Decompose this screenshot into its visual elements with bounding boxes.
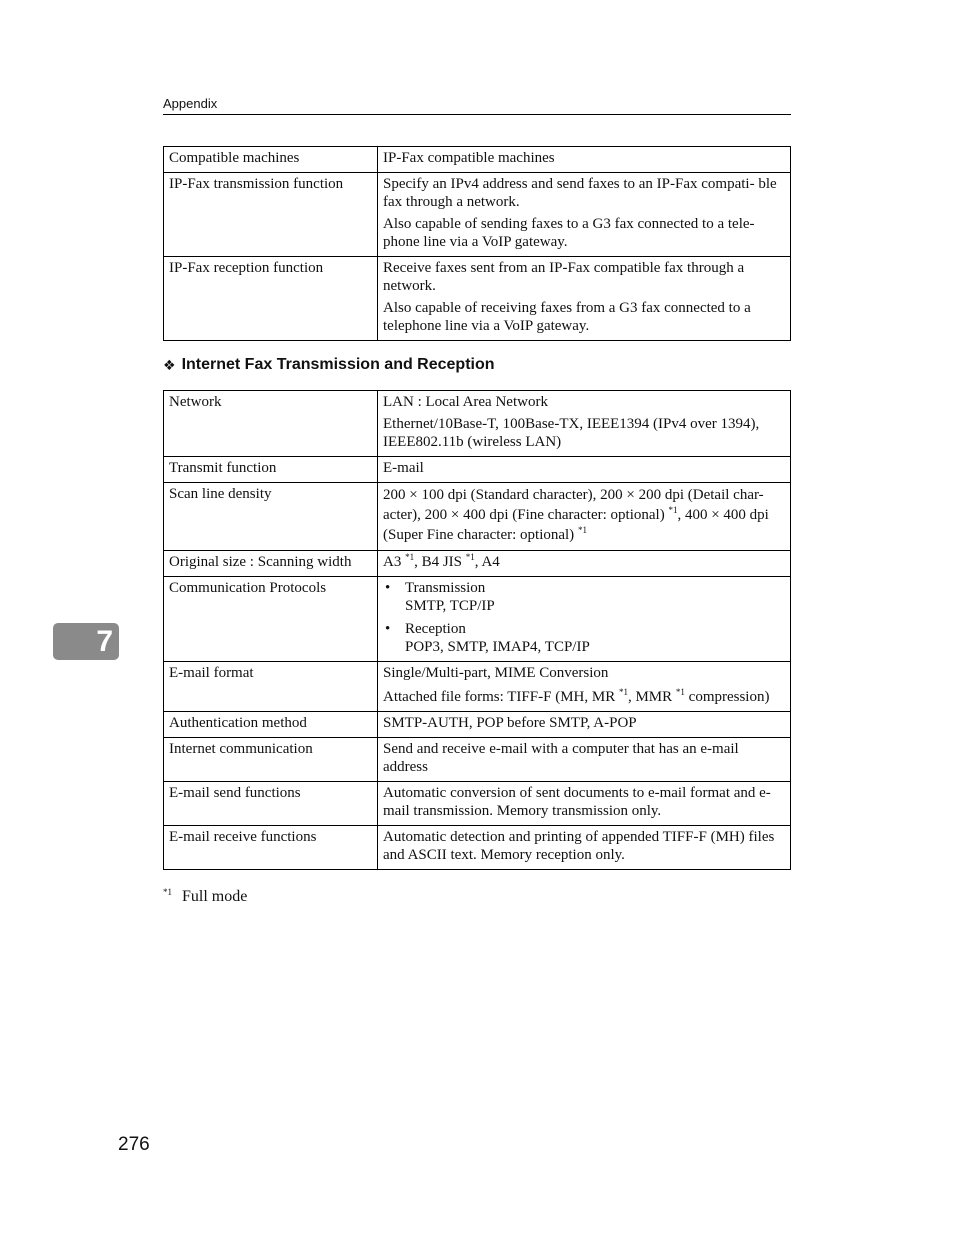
footnote-ref: *1 [465,552,475,562]
header-divider [163,114,791,115]
spec-value: Automatic conversion of sent documents to e-mail format and e-mail transmission. Memory transmission only. [378,782,791,826]
table-row [164,551,791,577]
spec-value: E-mail [378,457,791,483]
section-heading [163,356,495,374]
spec-text: 200 × 100 dpi (Standard character), 200 × 200 dpi (Detail char- acter), 200 × 400 dpi (Fine character: optional) [383,487,764,523]
list-item [383,579,785,615]
spec-text [383,688,785,706]
table-row [164,391,791,457]
footnote-ref: *1 [618,687,628,697]
spec-value: Automatic detection and printing of appended TIFF-F (MH) files and ASCII text. Memory reception only. [378,826,791,870]
spec-text: Ethernet/10Base-T, 100Base-TX, IEEE1394 (IPv4 over 1394), IEEE802.11b (wireless LAN) [383,416,760,450]
table-row [164,483,791,551]
spec-text: A3 [383,554,402,570]
list-item [383,620,785,656]
section-title: Internet Fax Transmission and Reception [181,356,495,373]
spec-text: compression) [688,689,770,705]
spec-value [378,662,791,712]
spec-label: Network [164,391,378,457]
spec-label: E-mail receive functions [164,826,378,870]
spec-value [378,391,791,457]
protocol-label: • Transmission [405,580,486,596]
spec-label: Scan line density [164,483,378,551]
spec-text: , A4 [474,554,500,570]
table-row [164,577,791,662]
table-row [164,147,791,173]
protocol-value: SMTP, TCP/IP [405,598,495,614]
spec-value [378,551,791,577]
spec-label: Authentication method [164,712,378,738]
spec-text: Attached file forms: TIFF-F (MH, MR [383,689,616,705]
footnote-ref: *1 [668,505,678,515]
footnote-ref: *1 [675,687,685,697]
spec-label: Transmit function [164,457,378,483]
table-row [164,712,791,738]
diamond-icon: ❖ [163,356,176,373]
spec-text: Single/Multi-part, MIME Conversion [383,665,609,681]
spec-label: Compatible machines [164,147,378,173]
protocol-value: POP3, SMTP, IMAP4, TCP/IP [405,639,590,655]
protocol-label: • Reception [405,621,466,637]
spec-value [378,257,791,341]
spec-value [378,577,791,662]
chapter-tab [53,623,119,660]
page-number: 276 [118,1134,150,1155]
table-row [164,826,791,870]
spec-label: E-mail format [164,662,378,712]
spec-value [378,173,791,257]
table-row [164,662,791,712]
spec-value: Send and receive e-mail with a computer that has an e-mail address [378,738,791,782]
footnote-ref: *1 [405,552,415,562]
spec-label: IP-Fax transmission function [164,173,378,257]
spec-text: LAN : Local Area Network [383,394,548,410]
footnote-text: Full mode [182,888,248,905]
spec-text: Specify an IPv4 address and send faxes to an IP-Fax compati- ble fax through a network. [383,176,777,210]
spec-text: Receive faxes sent from an IP-Fax compatible fax through a network. [383,260,745,294]
ifax-spec-table [163,390,791,870]
spec-text: Also capable of receiving faxes from a G3 fax connected to a telephone line via a VoIP gateway. [383,300,751,334]
spec-label: Internet communication [164,738,378,782]
spec-text: , MMR [627,689,673,705]
ipfax-spec-table [163,146,791,341]
footnote [163,888,247,906]
table-row [164,782,791,826]
spec-label: IP-Fax reception function [164,257,378,341]
spec-value: IP-Fax compatible machines [378,147,791,173]
table-row [164,738,791,782]
spec-value [378,483,791,551]
spec-text: Also capable of sending faxes to a G3 fax connected to a tele- phone line via a VoIP gateway. [383,216,755,250]
table-row [164,457,791,483]
spec-label: Original size : Scanning width [164,551,378,577]
table-row [164,257,791,341]
spec-text: , B4 JIS [414,554,463,570]
table-row [164,173,791,257]
protocol-list [383,579,785,656]
spec-value: SMTP-AUTH, POP before SMTP, A-POP [378,712,791,738]
footnote-mark: *1 [163,887,172,897]
chapter-number: 7 [96,624,113,658]
running-header: Appendix [163,96,218,111]
spec-text: , 400 × 400 dpi (Super Fine character: optional) [383,507,769,543]
spec-label: Communication Protocols [164,577,378,662]
footnote-ref: *1 [577,525,587,535]
spec-label: E-mail send functions [164,782,378,826]
